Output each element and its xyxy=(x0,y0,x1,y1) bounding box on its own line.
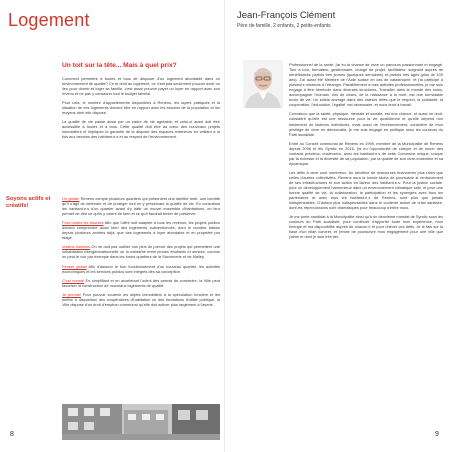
portrait-image xyxy=(243,60,283,108)
person-subtitle: Père de famille, 2 enfants, 2 petits-enfants xyxy=(237,23,331,29)
portrait-photo xyxy=(243,60,283,108)
action-list xyxy=(62,196,220,311)
intro-paragraph: La qualité de vie passe aussi par un cadre de vie agréable, et celui-ci aussi doit être accessible à toutes et à tous. Cette qualité doit être au cœur des nouveaux projets immobiliers et impliquer la garantie de la dispose des espaces extérieurs en veillant à la fois aux besoins des habitant.e.s et au respect de l'environnement. xyxy=(62,119,220,140)
section-title: Logement xyxy=(8,10,90,30)
intro-text xyxy=(62,76,220,144)
action-lead: C'est normal xyxy=(62,277,85,283)
bio-paragraph: Je me porte candidat à la Municipalité ainsi qu'à un deuxième mandat de Syndic sous les couleurs du Parti socialiste, pour continuer d'apporter toute mon expérience, mon énergie et ma disponibilité auprès de chacun.e et pour relever ces défis. Je le fais sur la base d'un bilan concret, et j'envie de poursuivre mon engagement pour une ville que j'aime et dont je suis très fier. xyxy=(289,214,443,240)
action-text: En simplifiant et en accélérant l'octroi des permis de construire, la Ville peut favoriser la construction de nouveaux logements de qualité. xyxy=(62,277,220,288)
action-text: Renens compte plusieurs quartiers qui présentent une identité forte, une identité qu'il s'agit de défendre et de protéger tout en y préservant la qualité de vie. En consultant les habitant.e.s d'un quartier avant d'y bâtir un nouvel ensemble d'habitations, on leur permet de dire ce qu'ils y voient de bien et ce qu'il faudrait tenter de préserver. xyxy=(62,196,220,217)
action-text: Afin d'assurer le bon fonctionnement d'un nouveau quartier, les activités économiques et les services publics sont intégrés dès sa conception. xyxy=(62,263,220,274)
housing-photo-image xyxy=(62,404,220,440)
page-number: 9 xyxy=(435,431,439,438)
action-text: Afin que l'offre soit adaptée à tous les revenus, les projets publics doivent comprendre aussi bien des logements subventionnés, dont le nombre baisse depuis plusieurs années déjà, que des logements à loyer abordable et en propriété par étage. xyxy=(62,220,220,241)
action-lead: Pour toutes les bourses xyxy=(62,220,104,226)
action-lead: Voisins-Voisines xyxy=(62,244,91,250)
action-lead: Je prends! xyxy=(62,291,81,297)
headline: Un toit sur la tête... Mais à quel prix? xyxy=(62,62,177,69)
action-item xyxy=(62,292,220,307)
intro-paragraph: Pour cela, le nombre d'appartements disponibles à Renens, les loyers pratiqués et la situation de ces logements doivent être en rapport avec les besoins de la population et les moyens dont elle dispose. xyxy=(62,100,220,116)
bio-text xyxy=(289,62,443,244)
action-item xyxy=(62,196,220,216)
bio-paragraph: Entré au Conseil communal de Renens en 1999, membre de la Municipalité de Renens depuis 2006 et élu Syndic en 2016, j'ai eu l'opportunité de côtoyer et de nouer des contacts précieux, chaleureux, avec les habitant.e.s de cette Commune unique: unique par la richesse et la diversité de sa population, par la qualité de son vivre-ensemble et sa dynamique. xyxy=(289,140,443,166)
bio-paragraph: Les défis à venir sont nombreux. Au bénéfice de ressources financières plus rares que celles d'autres collectivités, Renens aura la lourde tâche de poursuivre le renforcement de ses infrastructures et son action en faveur des habitant.e.s. Pour la justice sociale, pour un développement harmonieux dans un environnement climatique sain, et pour une bonne qualité de vie, la collaboration, la participation et les synergies avec tous les partenaires et avec tous les habitant.e.s de Renens, sont plus que jamais indispensables. D'autant plus indispensables dans le contexte actuel de crise sanitaire, dont les répercussions sont dramatiques pour beaucoup d'entre nous. xyxy=(289,169,443,211)
action-text: On ne doit pas oublier non plus de prévoir des projets qui permettent une cohabitation intergénérationnelle ou la solidarité entre jeunes étudiants et seniors, comme on peut le voir par exemple dans les futurs quartiers de la Savonnerie et de Malley. xyxy=(62,244,220,260)
right-page xyxy=(225,0,450,452)
page-number: 8 xyxy=(10,431,14,438)
action-lead: Penser global xyxy=(62,263,87,269)
action-item xyxy=(62,244,220,259)
action-text: Pour pouvoir soutenir les objets immobiliers à la spéculation foncière et les mettre à disposition des coopératives d'habitation ou des fondations d'utilité publique, la Ville dispose d'un droit d'emption communal qu'elle doit activer plus largement à l'avenir. xyxy=(62,291,220,307)
bio-paragraph: Convaincu que la santé, physique, mentale et sociale, est une chance, et aussi un droit, considéré qu'elle est une ressource pour la vie quotidienne et qu'elle dépend non seulement de facteurs individuels, mais aussi de l'environnement, considéré de mon privilège de vivre en démocratie, je me suis engagé en politique sous les couleurs du Parti socialiste. xyxy=(289,111,443,137)
action-item xyxy=(62,264,220,274)
sidebar-label: Soyons actifs et créatifs! xyxy=(6,196,51,209)
action-item xyxy=(62,278,220,288)
action-item xyxy=(62,220,220,240)
action-lead: On garde! xyxy=(62,196,80,201)
housing-photo xyxy=(62,404,220,440)
person-name: Jean-François Clément xyxy=(237,10,336,21)
bio-paragraph: Professionnel de la santé, j'ai eu la chance de vivre un parcours passionnant et engagé. Tour à tour, formateur, gestionnaire, chargé de projet, facilitateur, soignant auprès de bénéficiaires parfois très jeunes (quelques semaines) et parfois très âgés (plus de 100 ans). J'ai aussi été Membre de l'Aide suisse en cas de catastrophe, et j'ai participé à plusieurs missions à l'étranger. Parallèlement à mes activités professionnelles, je me suis engagé à titre bénévole dans diverses structures. Travailler dans le monde des soins, accompagner l'humain, lors de crises, de la naissance à la mort, est une formidable école de vie. Un solide ancrage dans des valeurs telles que le respect, la solidarité, la coopération, l'éducation, l'égalité, est nécessaire, et nous tend à travail. xyxy=(289,62,443,108)
intro-paragraph: Comment permettre à toutes et tous de disposer d'un logement abordable dans un environnement de qualité? Ce te droit au logement, ce n'est pas seulement pouvoir avoir un lieu pour dormir et loger sa famille, c'est aussi pouvoir payer un loyer en rapport avec son revenu et ne pas y consacrer tout le budget familial. xyxy=(62,76,220,97)
